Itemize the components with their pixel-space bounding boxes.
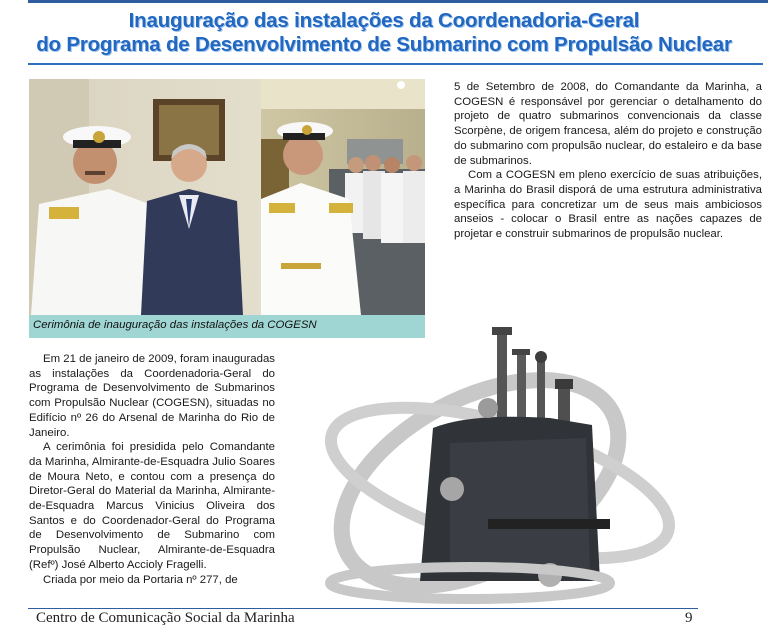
- background-crowd: [345, 155, 425, 243]
- left-column: [29, 352, 275, 587]
- title-divider: [28, 63, 763, 65]
- right-paragraph-1: 5 de Setembro de 2008, do Comandante da Marinha, a COGESN é responsável por gerenciar o detalhamento do projeto de quatro submarinos convencionais da classe Scorpène, de origem francesa, além do projeto e construção do submarino com propulsão nuclear, do estaleiro e da base de submarinos.: [454, 81, 762, 167]
- right-paragraph-2: Com a COGESN em pleno exercício de suas atribuições, a Marinha do Brasil disporá de uma estrutura administrativa específica para concretizar um de seus mais ambiciosos anseios - colocar o Brasil entre as nações capazes de projetar e construir submarinos de propulsão nuclear.: [454, 169, 762, 241]
- right-column: [454, 80, 762, 242]
- ceremony-photo-illustration: [29, 79, 425, 315]
- left-paragraph-2: A cerimônia foi presidida pelo Comandante da Marinha, Almirante-de-Esquadra Julio Soares de Moura Neto, e contou com a presença do Diretor-Geral do Material da Marinha, Almirante-de-Esquadra Marcus Vinicius Oliveira dos Santos e do Coordenador-Geral do Programa de Desenvolvimento de Submarino com Propulsão Nuclear, Almirante-de-Esquadra (Refº) José Alberto Accioly Fragelli.: [29, 441, 275, 571]
- left-paragraph-1: Em 21 de janeiro de 2009, foram inauguradas as instalações da Coordenadoria-Geral do Programa de Desenvolvimento de Submarinos com Propulsão Nuclear (COGESN), situadas no Edifício nº 26 do Arsenal de Marinha do Rio de Janeiro.: [29, 353, 275, 439]
- submarine-illustration: [300, 313, 700, 611]
- photo-caption-text: Cerimônia de inauguração das instalações da COGESN: [33, 319, 317, 331]
- page-number: 9: [685, 610, 693, 626]
- submarine-graphic: [300, 313, 700, 611]
- page-title: [0, 9, 768, 57]
- title-line-1: Inauguração das instalações da Coordenadoria-Geral: [128, 9, 640, 32]
- footer-source: Centro de Comunicação Social da Marinha: [36, 610, 295, 626]
- footer-divider: [28, 608, 698, 609]
- ceremony-photo: [29, 79, 425, 315]
- title-line-2: do Programa de Desenvolvimento de Submarino com Propulsão Nuclear: [36, 33, 732, 56]
- left-paragraph-3: Criada por meio da Portaria nº 277, de: [43, 573, 238, 586]
- top-rule: [28, 0, 768, 3]
